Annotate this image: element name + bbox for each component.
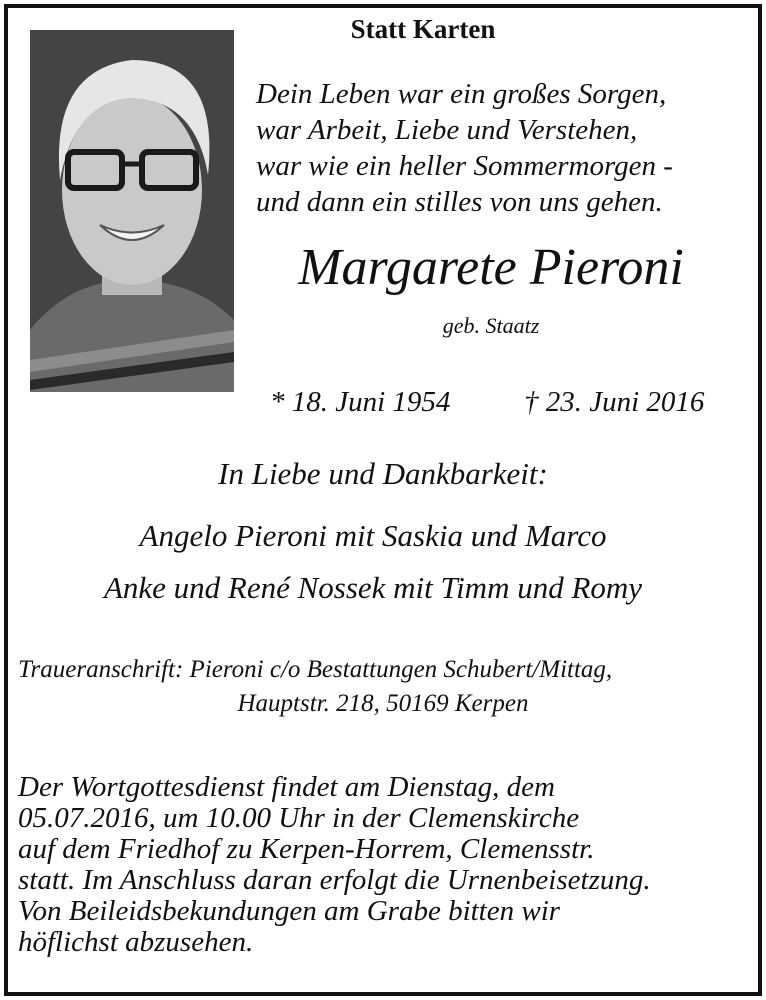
- poem-line: Dein Leben war ein großes Sorgen,: [256, 78, 667, 110]
- portrait-photo: [30, 30, 234, 392]
- dedication: In Liebe und Dankbarkeit:: [218, 456, 548, 491]
- portrait-illustration: [30, 30, 234, 392]
- service-notice: [18, 772, 651, 958]
- poem-line: war wie ein heller Sommermorgen -: [256, 150, 673, 182]
- poem: [256, 76, 673, 220]
- birth-date: * 18. Juni 1954: [270, 386, 451, 418]
- death-date: † 23. Juni 2016: [524, 386, 705, 418]
- poem-line: und dann ein stilles von uns gehen.: [256, 186, 663, 218]
- service-line: Der Wortgottesdienst findet am Dienstag, dem: [18, 771, 555, 803]
- header-title: Statt Karten: [350, 14, 496, 44]
- service-line: 05.07.2016, um 10.00 Uhr in der Clemenskirche: [18, 802, 580, 834]
- poem-line: war Arbeit, Liebe und Verstehen,: [256, 114, 638, 146]
- mourning-address-street: Hauptstr. 218, 50169 Kerpen: [237, 690, 529, 717]
- mourning-address: Traueranschrift: Pieroni c/o Bestattungen Schubert/Mittag,: [18, 656, 613, 683]
- service-line: Von Beileidsbekundungen am Grabe bitten wir: [18, 895, 561, 927]
- family-line: Anke und René Nossek mit Timm und Romy: [103, 570, 643, 605]
- maiden-name: geb. Staatz: [442, 313, 540, 338]
- family-line: Angelo Pieroni mit Saskia und Marco: [139, 518, 607, 553]
- service-line: auf dem Friedhof zu Kerpen-Horrem, Clemensstr.: [18, 833, 595, 865]
- deceased-name: Margarete Pieroni: [298, 239, 684, 296]
- service-line: höflichst abzusehen.: [18, 926, 254, 958]
- service-line: statt. Im Anschluss daran erfolgt die Urnenbeisetzung.: [18, 864, 651, 896]
